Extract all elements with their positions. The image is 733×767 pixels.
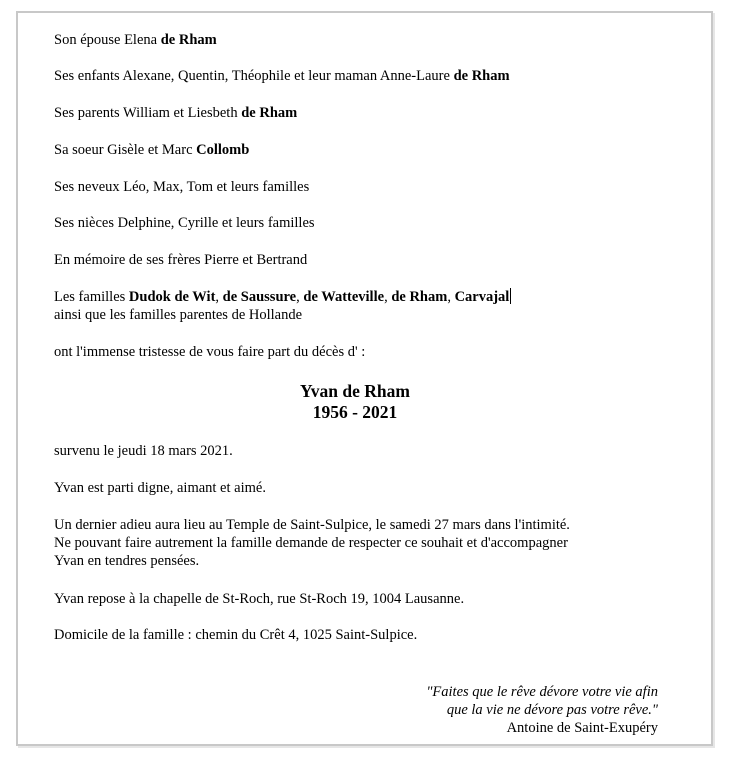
spouse-text: Son épouse Elena xyxy=(54,32,161,48)
farewell-line-1: Un dernier adieu aura lieu au Temple de Saint-Sulpice, le samedi 27 mars dans l'intimité. xyxy=(54,517,570,533)
children-line xyxy=(54,67,510,85)
parents-text: Ses parents William et Liesbeth xyxy=(54,105,242,121)
separator: , xyxy=(384,289,392,305)
spouse-line xyxy=(54,31,217,49)
announce-line: ont l'immense tristesse de vous faire part du décès d' : xyxy=(54,344,366,360)
sister-line xyxy=(54,141,249,159)
families-line-2: ainsi que les familles parentes de Hollande xyxy=(54,307,303,323)
deceased-name: Yvan de Rham xyxy=(300,381,410,401)
family-de-saussure: de Saussure xyxy=(222,289,297,305)
farewell-line-3: Yvan en tendres pensées. xyxy=(54,553,200,569)
children-text: Ses enfants Alexane, Quentin, Théophile et leur maman Anne-Laure xyxy=(54,68,454,84)
nieces-line: Ses nièces Delphine, Cyrille et leurs familles xyxy=(54,215,315,231)
separator: , xyxy=(296,289,304,305)
deceased-years: 1956 - 2021 xyxy=(312,402,398,422)
nephews-line: Ses neveux Léo, Max, Tom et leurs familles xyxy=(54,179,310,195)
parents-line xyxy=(54,104,297,122)
rest-line: Yvan repose à la chapelle de St-Roch, rue St-Roch 19, 1004 Lausanne. xyxy=(54,591,465,607)
parents-surname: de Rham xyxy=(241,105,298,121)
date-line: survenu le jeudi 18 mars 2021. xyxy=(54,443,233,459)
families-text: Les familles xyxy=(54,289,129,305)
family-carvajal: Carvajal xyxy=(454,289,510,305)
children-surname: de Rham xyxy=(453,68,510,84)
dignity-line: Yvan est parti digne, aimant et aimé. xyxy=(54,480,266,496)
text-cursor xyxy=(510,288,511,304)
sister-text: Sa soeur Gisèle et Marc xyxy=(54,142,197,158)
quote-author: Antoine de Saint-Exupéry xyxy=(506,720,658,736)
home-line: Domicile de la famille : chemin du Crêt 4, 1025 Saint-Sulpice. xyxy=(54,627,418,643)
separator: , xyxy=(447,289,455,305)
quote-line-1: "Faites que le rêve dévore votre vie afin xyxy=(426,684,658,700)
memory-line: En mémoire de ses frères Pierre et Bertrand xyxy=(54,252,308,268)
family-de-rham: de Rham xyxy=(391,289,448,305)
sister-surname: Collomb xyxy=(196,142,250,158)
family-de-watteville: de Watteville xyxy=(303,289,385,305)
spouse-surname: de Rham xyxy=(160,32,217,48)
quote-line-2: que la vie ne dévore pas votre rêve." xyxy=(446,702,658,718)
separator: , xyxy=(215,289,223,305)
family-dudok-de-wit: Dudok de Wit xyxy=(128,289,216,305)
families-line xyxy=(54,288,511,306)
farewell-line-2: Ne pouvant faire autrement la famille demande de respecter ce souhait et d'accompagner xyxy=(54,535,568,551)
